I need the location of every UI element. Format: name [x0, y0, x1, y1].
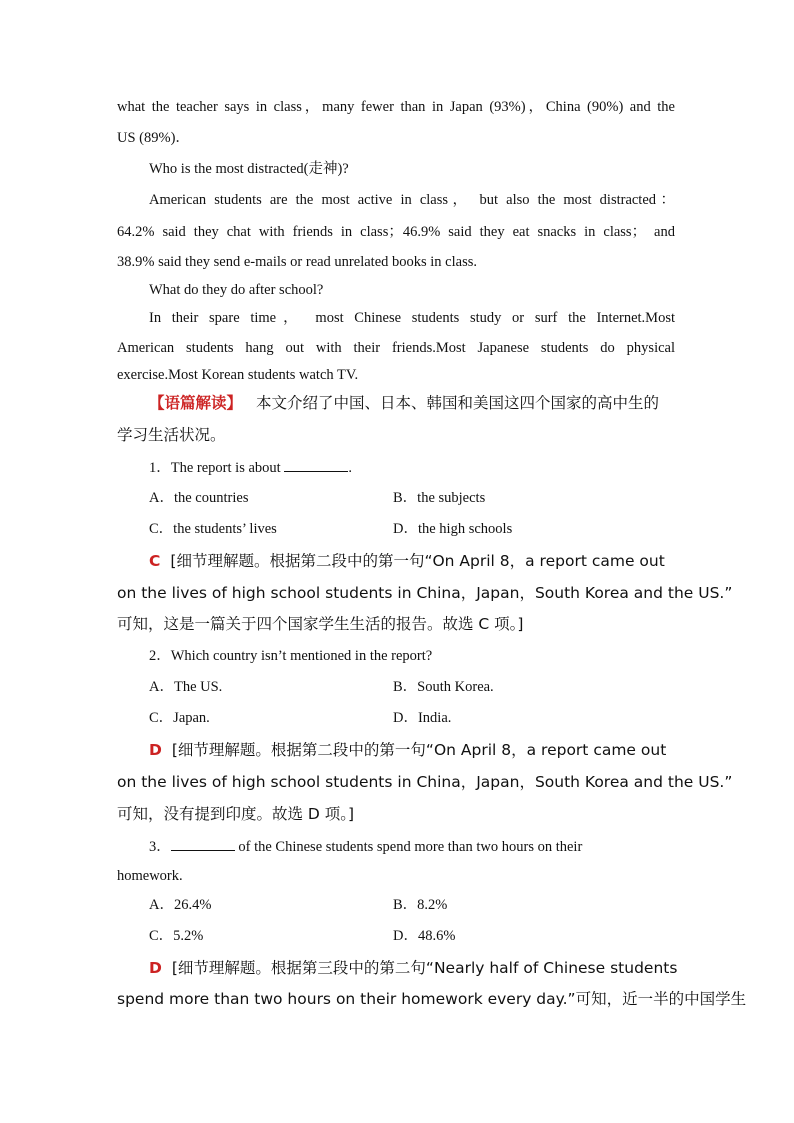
option-b: B．South Korea. [393, 679, 494, 695]
answer-blank [284, 457, 348, 472]
option-d: D．the high schools [393, 521, 513, 537]
answer-letter: D [149, 741, 162, 759]
answer-blank [171, 836, 235, 851]
explanation-line: spend more than two hours on their homework every day.”可知，近一半的中国学生 [117, 990, 747, 1008]
passage-line: 38.9% said they send e-mails or read unrelated books in class. [117, 254, 477, 270]
option-b: B．the subjects [393, 490, 486, 506]
option-b: B．8.2% [393, 897, 448, 913]
explanation-line: on the lives of high school students in China，Japan，South Korea and the US.” [117, 584, 733, 602]
analysis-line: 学习生活状况。 [117, 426, 226, 444]
passage-line: exercise.Most Korean students watch TV. [117, 367, 359, 383]
analysis-tag: 【语篇解读】 [149, 394, 243, 412]
explanation-line: C [细节理解题。根据第二段中的第一句“On April 8，a report came out [149, 552, 665, 570]
passage-line: American students are the most active in class， but also the most distracted： [149, 192, 675, 208]
option-c: C．the students’ lives [149, 521, 277, 537]
option-a: A．26.4% [149, 897, 212, 913]
analysis-text: 本文介绍了中国、日本、韩国和美国这四个国家的高中生的 [256, 394, 660, 412]
option-d: D．48.6% [393, 928, 456, 944]
explanation-line: D [细节理解题。根据第二段中的第一句“On April 8，a report came out [149, 741, 667, 759]
passage-line: 64.2% said they chat with friends in class；46.9% said they eat snacks in class； and [117, 224, 675, 240]
subheading-question: What do they do after school? [149, 282, 324, 298]
question-stem: 1．The report is about . [149, 457, 352, 478]
passage-line: American students hang out with their friends.Most Japanese students do physical [117, 340, 675, 356]
answer-letter: D [149, 959, 162, 977]
subheading-question: Who is the most distracted(走神)? [149, 161, 349, 177]
passage-line: In their spare time， most Chinese students study or surf the Internet.Most [149, 310, 675, 326]
option-c: C．5.2% [149, 928, 204, 944]
analysis-line [149, 393, 659, 413]
question-stem-cont: homework. [117, 868, 183, 884]
answer-letter: C [149, 552, 161, 570]
explanation-line: 可知，没有提到印度。故选 D 项。] [117, 805, 355, 823]
option-d: D．India. [393, 710, 452, 726]
passage-line: what the teacher says in class，many fewer than in Japan (93%)，China (90%) and the [117, 99, 675, 115]
explanation-line: D [细节理解题。根据第三段中的第二句“Nearly half of Chinese students [149, 959, 678, 977]
explanation-line: on the lives of high school students in China，Japan，South Korea and the US.” [117, 773, 733, 791]
option-a: A．the countries [149, 490, 249, 506]
question-stem: 2．Which country isn’t mentioned in the report? [149, 648, 433, 664]
question-stem: 3． of the Chinese students spend more than two hours on their [149, 836, 582, 857]
option-a: A．The US. [149, 679, 223, 695]
option-c: C．Japan. [149, 710, 210, 726]
passage-line: US (89%)． [117, 130, 190, 146]
explanation-line: 可知，这是一篇关于四个国家学生生活的报告。故选 C 项。] [117, 615, 524, 633]
